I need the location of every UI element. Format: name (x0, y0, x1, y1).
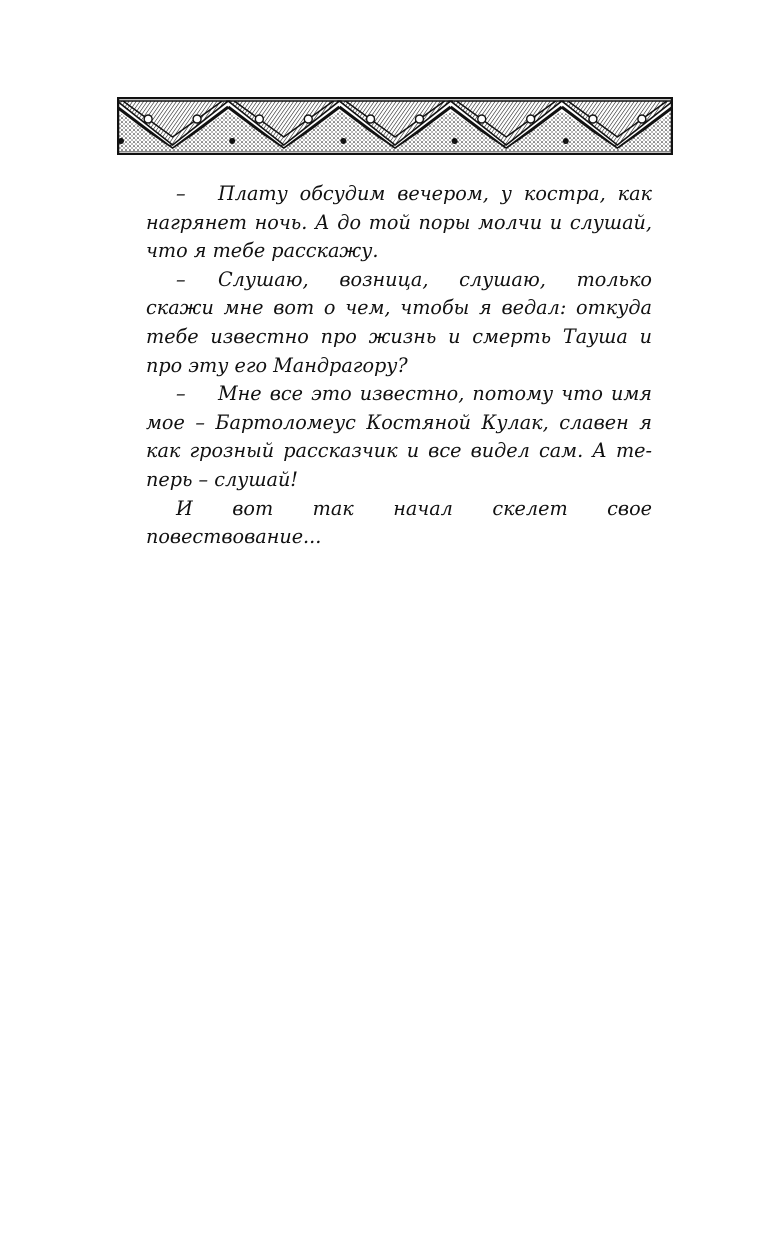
story-text (146, 180, 652, 552)
dialogue-paragraph-2 (146, 266, 652, 380)
ornamental-border-icon (117, 97, 673, 155)
paragraph-text: Слушаю, возница, слушаю, только скажи мне вот о чем, чтобы я ведал: откуда тебе известно про жизнь и смерть Тауша и про эту его Мандрагору? (146, 267, 652, 377)
dialogue-paragraph-1 (146, 180, 652, 266)
narration-paragraph (146, 495, 652, 552)
dialogue-paragraph-3 (146, 380, 652, 494)
dialogue-dash: – (176, 182, 186, 205)
dialogue-dash: – (176, 267, 186, 291)
paragraph-text: Плату обсудим вечером, у костра, как нагрянет ночь. А до той поры молчи и слушай, что я тебе расскажу. (146, 182, 652, 263)
dialogue-dash: – (176, 382, 186, 406)
paragraph-text: Мне все это известно, потому что имя мое – Бартоломеус Костяной Кулак, славен я как грозный рассказчик и все видел сам. А теперь – слушай! (146, 382, 652, 491)
paragraph-text: И вот так начал скелет свое повествование... (146, 496, 652, 549)
